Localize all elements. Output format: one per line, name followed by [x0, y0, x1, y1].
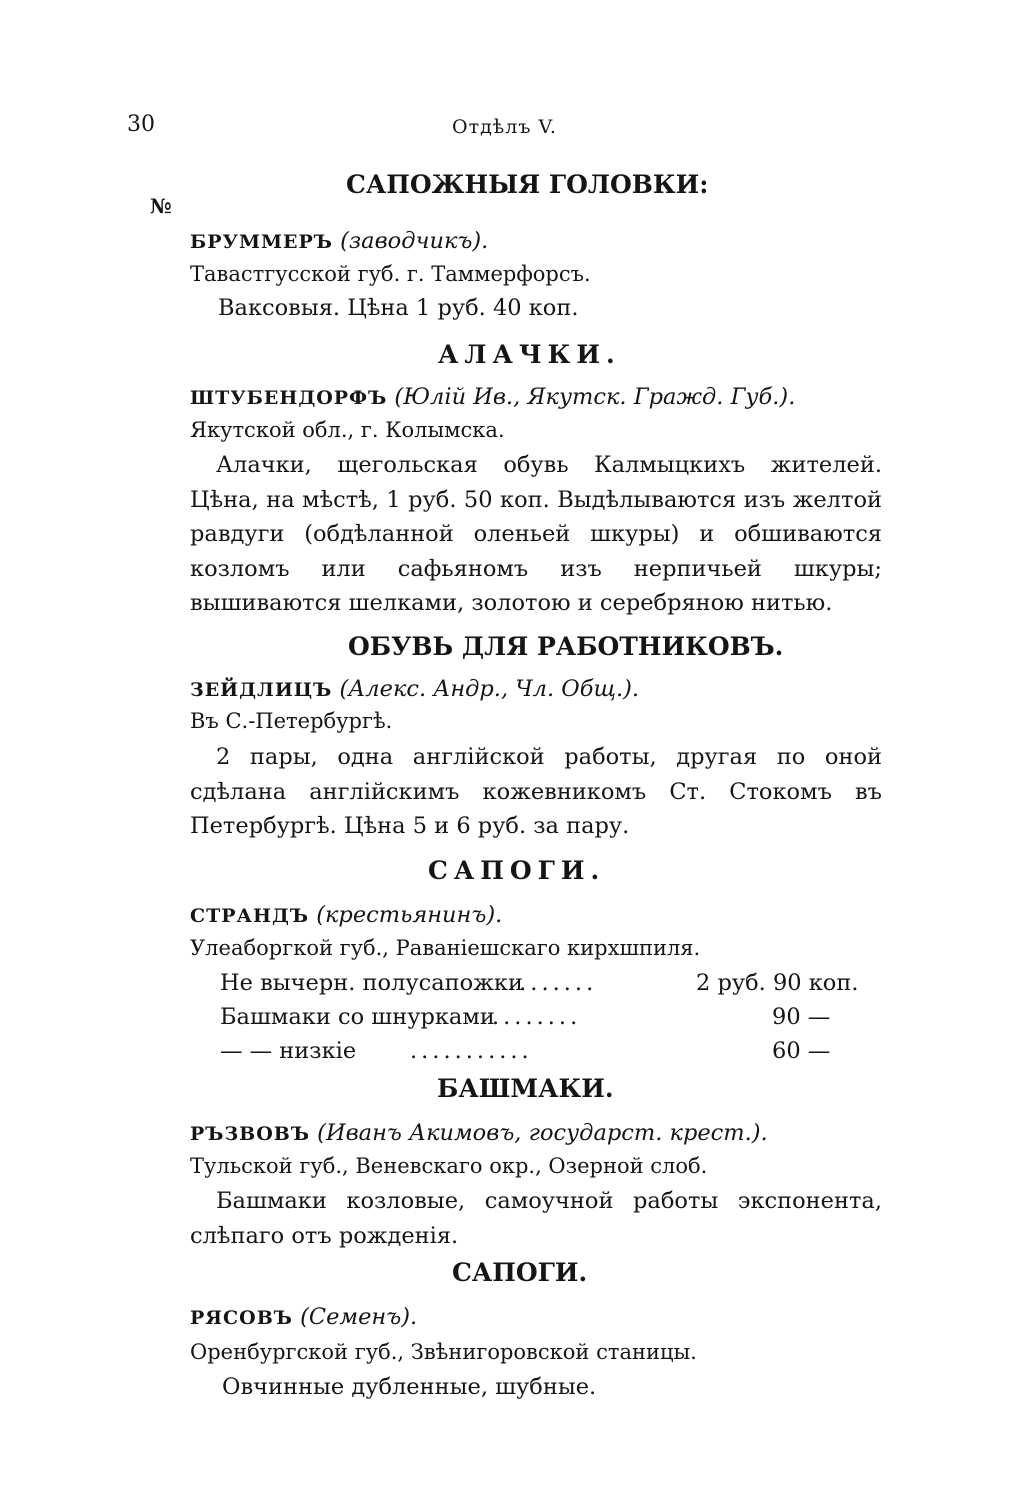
- exhibitor-location: Оренбургской губ., Звѣнигоровской станицы.: [190, 1340, 697, 1364]
- section-heading: АЛАЧКИ.: [438, 340, 621, 369]
- price-item: Башмаки со шнурками: [220, 1004, 495, 1030]
- exhibitor-line: [190, 384, 795, 410]
- exhibitor-location: Въ С.-Петербургѣ.: [190, 709, 393, 733]
- exhibitor-line: [190, 1120, 768, 1146]
- exhibitor-role: (заводчикъ).: [340, 228, 489, 254]
- leader-dots: ...........: [410, 1038, 533, 1064]
- exhibitor-name: СТРАНДЪ: [190, 905, 310, 927]
- description-paragraph: Алачки, щегольская обувь Калмыцкихъ жителей. Цѣна, на мѣстѣ, 1 руб. 50 коп. Выдѣлываются изъ желтой равдуги (обдѣланной оленьей шкуры) и обшиваются козломъ или сафьяномъ изъ нерпичьей шкуры; вышиваются шелками, золотою и серебряною нитью.: [190, 452, 882, 616]
- section-heading: САПОГИ.: [452, 1258, 588, 1287]
- price-value: 60 —: [772, 1038, 831, 1064]
- price-item: Не вычерн. полусапожки: [220, 970, 523, 996]
- price-row: [220, 1004, 860, 1036]
- item-description: [190, 448, 882, 621]
- exhibitor-line: [190, 902, 502, 928]
- price-row: [220, 970, 860, 1002]
- price-value: 90 —: [772, 1004, 831, 1030]
- running-head: Отдѣлъ V.: [452, 116, 557, 138]
- section-heading: БАШМАКИ.: [437, 1074, 614, 1103]
- exhibitor-line: [190, 676, 639, 702]
- price-row: [220, 1038, 860, 1070]
- exhibitor-line: [190, 1304, 417, 1330]
- number-sign: №: [150, 194, 172, 218]
- exhibitor-role: (Алекс. Андр., Чл. Общ.).: [339, 676, 640, 702]
- exhibitor-line: [190, 228, 488, 254]
- exhibitor-location: Тавастгусской губ. г. Таммерфорсъ.: [190, 262, 591, 286]
- exhibitor-role: (Иванъ Акимовъ, государст. крест.).: [317, 1120, 768, 1146]
- exhibitor-name: ЗЕЙДЛИЦЪ: [190, 679, 333, 701]
- item-description: [190, 1184, 882, 1253]
- exhibitor-role: (крестьянинъ).: [316, 902, 503, 928]
- item-description: [190, 740, 882, 844]
- exhibitor-location: Тульской губ., Веневскаго окр., Озерной слоб.: [190, 1154, 708, 1178]
- leader-dots: ........: [508, 970, 598, 996]
- section-heading: САПОЖНЫЯ ГОЛОВКИ:: [346, 170, 709, 199]
- exhibitor-location: Улеаборгкой губ., Раваніешскаго кирхшпиля.: [190, 936, 701, 960]
- section-heading: САПОГИ.: [428, 856, 606, 885]
- exhibitor-name: БРУММЕРЪ: [190, 231, 333, 253]
- exhibitor-role: (Семенъ).: [300, 1304, 418, 1330]
- price-value: 2 руб. 90 коп.: [696, 970, 859, 996]
- item-description: Ваксовыя. Цѣна 1 руб. 40 коп.: [218, 295, 579, 321]
- exhibitor-name: РЪЗВОВЪ: [190, 1123, 311, 1145]
- leader-dots: ........: [492, 1004, 582, 1030]
- page-number: 30: [127, 112, 155, 137]
- exhibitor-location: Якутской обл., г. Колымска.: [190, 418, 505, 442]
- section-heading: ОБУВЬ ДЛЯ РАБОТНИКОВЪ.: [348, 632, 784, 661]
- exhibitor-name: ШТУБЕНДОРФЪ: [190, 387, 388, 409]
- description-paragraph: Башмаки козловые, самоучной работы экспонента, слѣпаго отъ рожденія.: [190, 1188, 882, 1249]
- price-item: — — низкіе: [220, 1038, 357, 1064]
- item-description: Овчинные дубленные, шубные.: [222, 1374, 597, 1400]
- exhibitor-role: (Юлій Ив., Якутск. Гражд. Губ.).: [394, 384, 796, 410]
- exhibitor-name: РЯСОВЪ: [190, 1307, 293, 1329]
- description-paragraph: 2 пары, одна англійской работы, другая по оной сдѣлана англійскимъ кожевникомъ Ст. Стокомъ въ Петербургѣ. Цѣна 5 и 6 руб. за пару.: [190, 744, 882, 839]
